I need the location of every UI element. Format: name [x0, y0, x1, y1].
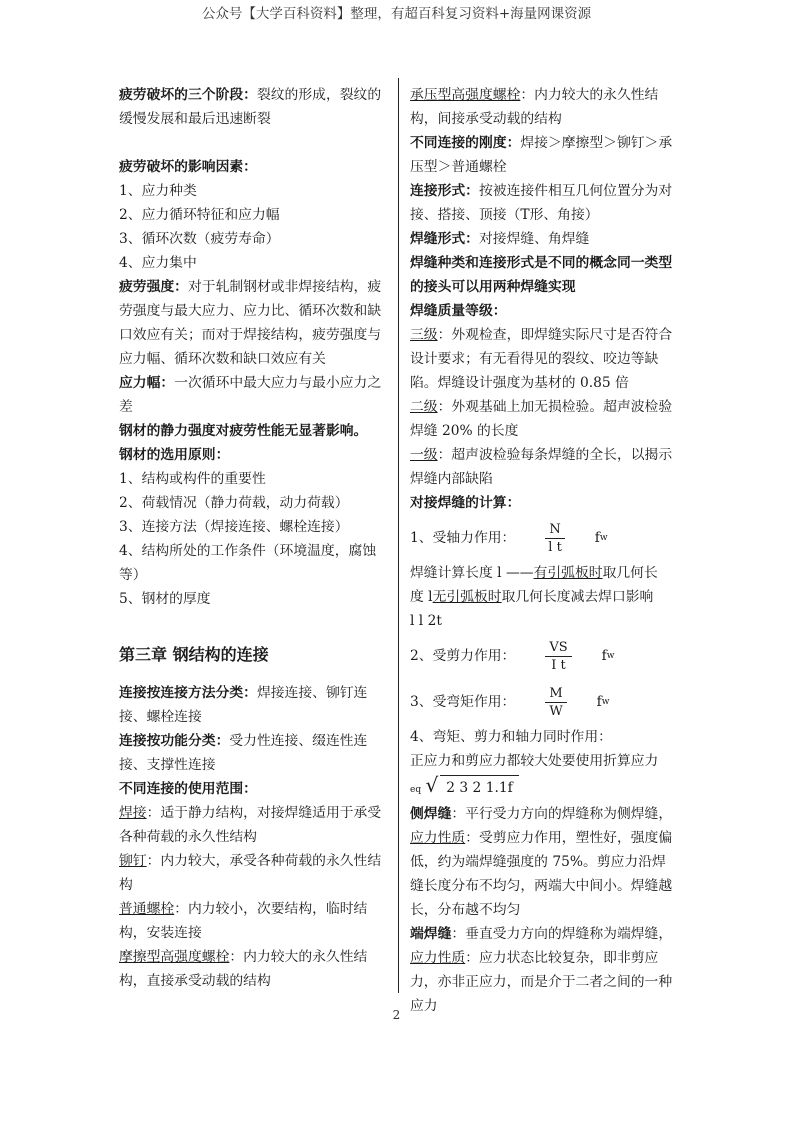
weld-form: [410, 227, 676, 251]
bearing-text: ：内力较大的永久性结构，间接承受动载的结构: [410, 87, 659, 127]
side-prop-text: ：受剪应力作用，塑性好，强度偏低，约为端焊缝强度的 75%。剪应力沿焊缝长度分布不均匀，两端大中间小。焊缝越长，分布越不均匀: [410, 830, 673, 918]
function-label: 连接按功能分类：: [119, 733, 230, 749]
formula-axial-den: l t: [548, 539, 562, 555]
stiffness: [410, 131, 676, 179]
end-weld: [410, 922, 676, 946]
scope-title: 不同连接的使用范围：: [119, 781, 257, 797]
scope-friction-bolt: [119, 945, 387, 993]
formula-axial-rhs: f: [594, 530, 600, 546]
side-text: ：平行受力方向的焊缝称为侧焊缝，: [451, 806, 673, 822]
combined-label: 4、弯矩、剪力和轴力同时作用：: [410, 729, 612, 745]
factor-item: 3、循环次数（疲劳寿命）: [119, 231, 280, 247]
grade3-text: ：外观检查，即焊缝实际尺寸是否符合设计要求；有无看得见的裂纹、咬边等缺陷。焊缝设计强度为基材的 0.85 倍: [410, 327, 673, 391]
formula-shear: 2、受剪力作用： $\frac{VS}{\text{I t}}$ f w: [410, 639, 615, 673]
formula-moment: 3、受弯矩作用： $\frac{M}{W}$ f w: [410, 685, 610, 719]
combined-formula: eq √ 2 3 2 1.1f: [410, 773, 676, 802]
side-weld: [410, 802, 676, 826]
formula-shear-fraction: [545, 639, 571, 674]
factor-item: 4、应力集中: [119, 255, 197, 271]
selection-item: 5、钢材的厚度: [119, 591, 211, 607]
formula-shear-den: I t: [551, 657, 566, 673]
grade-three: [410, 323, 676, 395]
formula-shear-num: VS: [545, 639, 571, 657]
page-number: 2: [392, 1008, 401, 1022]
scope-bearing-bolt: [410, 83, 676, 131]
form-text: 按被连接件相互几何位置分为对接、搭接、顶接（T形、角接）: [410, 183, 673, 223]
fatigue-stages-text: 裂纹的形成，裂纹的缓慢发展和最后迅速断裂: [119, 87, 382, 127]
method-text: 焊接连接、铆钉连接、螺栓连接: [119, 685, 368, 725]
selection-title: 钢材的选用原则：: [119, 447, 230, 463]
fatigue-stages-label: 疲劳破坏的三个阶段：: [119, 87, 257, 103]
end-prop-label: 应力性质: [410, 950, 466, 966]
static-strength-note: 钢材的静力强度对疲劳性能无显著影响。: [119, 423, 368, 439]
grade-two: [410, 395, 676, 443]
length-line-b: [410, 585, 676, 609]
quality-title: 焊缝质量等级：: [410, 303, 507, 319]
formula-moment-rhs: f: [596, 694, 602, 710]
combined-formula-expr: 2 3 2 1.1f: [440, 775, 519, 800]
stiffness-text: 焊接＞摩擦型＞铆钉＞承压型＞普通螺栓: [410, 135, 673, 175]
method-classification: [119, 681, 387, 729]
grade2-label: 二级: [410, 399, 438, 415]
butt-calc-title: 对接焊缝的计算：: [410, 495, 521, 511]
formula-moment-den: W: [549, 703, 563, 719]
grade1-label: 一级: [410, 447, 438, 463]
side-label: 侧焊缝: [410, 806, 452, 822]
formula-axial-fraction: [545, 521, 564, 556]
weld-note: 焊缝种类和连接形式是不同的概念同一类型的接头可以用两种焊缝实现: [410, 255, 673, 295]
function-classification: [119, 729, 387, 777]
combined-text: 正应力和剪应力都较大处要使用折算应力: [410, 753, 659, 769]
chapter-title: 第三章 钢结构的连接: [119, 645, 269, 664]
factor-item: 1、应力种类: [119, 183, 197, 199]
method-label: 连接按连接方法分类：: [119, 685, 257, 701]
strength-text: 对于轧制钢材或非焊接结构，疲劳强度与最大应力、应力比、循环次数和缺口效应有关；而对于焊接结构，疲劳强度与应力幅、循环次数和缺口效应有关: [119, 279, 382, 367]
formula-moment-fraction: [545, 685, 566, 720]
formula-moment-label: 3、受弯矩作用：: [410, 694, 516, 710]
connection-form: [410, 179, 676, 227]
stiffness-label: 不同连接的刚度：: [410, 135, 521, 151]
grade3-label: 三级: [410, 327, 438, 343]
weld-form-text: 对接焊缝、角焊缝: [478, 231, 590, 247]
friction-label: 摩擦型高强度螺栓: [119, 949, 230, 965]
formula-shear-label: 2、受剪力作用：: [410, 648, 516, 664]
formula-moment-num: M: [545, 685, 566, 703]
length-a-post: 取几何长: [602, 565, 658, 581]
right-column: [410, 83, 676, 1018]
scope-bolt: [119, 897, 387, 945]
column-divider: [398, 78, 399, 993]
scope-weld: [119, 801, 387, 849]
factor-item: 2、应力循环特征和应力幅: [119, 207, 280, 223]
length-b-underline: 无引弧板时: [432, 589, 502, 605]
end-label: 端焊缝: [410, 926, 452, 942]
end-text: ：垂直受力方向的焊缝称为端焊缝，: [451, 926, 673, 942]
fatigue-strength: [119, 275, 387, 371]
formula-axial-num: N: [545, 521, 564, 539]
left-column: [119, 83, 387, 993]
length-a-mid: ——: [501, 565, 534, 581]
form-label: 连接形式：: [410, 183, 479, 199]
bearing-label: 承压型高强度螺栓: [410, 87, 521, 103]
function-text: 受力性连接、缀连性连接、支撑性连接: [119, 733, 368, 773]
scope-rivet: [119, 849, 387, 897]
selection-item: 1、结构或构件的重要性: [119, 471, 266, 487]
length-b-post: 取几何长度减去焊口影响: [501, 589, 654, 605]
length-line-a: [410, 561, 676, 585]
grade-one: [410, 443, 676, 491]
length-b-pre: 度 l: [410, 589, 433, 605]
selection-item: 4、结构所处的工作条件（环境温度，腐蚀等）: [119, 543, 377, 583]
amplitude-text: 一次循环中最大应力与最小应力之差: [119, 375, 382, 415]
rivet-label: 铆钉: [119, 853, 147, 869]
fatigue-stages: [119, 83, 387, 131]
friction-text: ：内力较大的永久性结构，直接承受动载的结构: [119, 949, 368, 989]
weld-text: ：适于静力结构，对接焊缝适用于承受各种荷载的永久性结构: [119, 805, 382, 845]
strength-label: 疲劳强度：: [119, 279, 188, 295]
side-prop-label: 应力性质: [410, 830, 466, 846]
formula-axial: 1、受轴力作用： $\frac{N}{\text{l t}}$ f w: [410, 521, 608, 555]
weld-label: 焊接: [119, 805, 147, 821]
stress-amplitude: [119, 371, 387, 419]
amplitude-label: 应力幅：: [119, 375, 175, 391]
formula-axial-label: 1、受轴力作用：: [410, 530, 516, 546]
length-a-pre: 焊缝计算长度 l: [410, 565, 502, 581]
rivet-text: ：内力较大，承受各种荷载的永久性结构: [119, 853, 382, 893]
length-a-underline: 有引弧板时: [533, 565, 603, 581]
bolt-label: 普通螺栓: [119, 901, 175, 917]
grade2-text: ：外观基础上加无损检验。超声波检验焊缝 20% 的长度: [410, 399, 673, 439]
selection-item: 3、连接方法（焊接连接、螺栓连接）: [119, 519, 349, 535]
factors-title: 疲劳破坏的影响因素：: [119, 159, 257, 175]
bolt-text: ：内力较小，次要结构，临时结构，安装连接: [119, 901, 368, 941]
selection-item: 2、荷载情况（静力荷载，动力荷载）: [119, 495, 349, 511]
end-prop-text: ：应力状态比较复杂，即非剪应力，亦非正应力，而是介于二者之间的一种应力: [410, 950, 673, 1014]
weld-form-label: 焊缝形式：: [410, 231, 479, 247]
formula-shear-rhs: f: [601, 648, 607, 664]
length-line-c: l l 2t: [410, 613, 442, 629]
side-weld-property: [410, 826, 676, 922]
grade1-text: ：超声波检验每条焊缝的全长，以揭示焊缝内部缺陷: [410, 447, 673, 487]
page-header: 公众号【大学百科资料】整理，有超百科复习资料+海量网课资源: [201, 6, 592, 22]
